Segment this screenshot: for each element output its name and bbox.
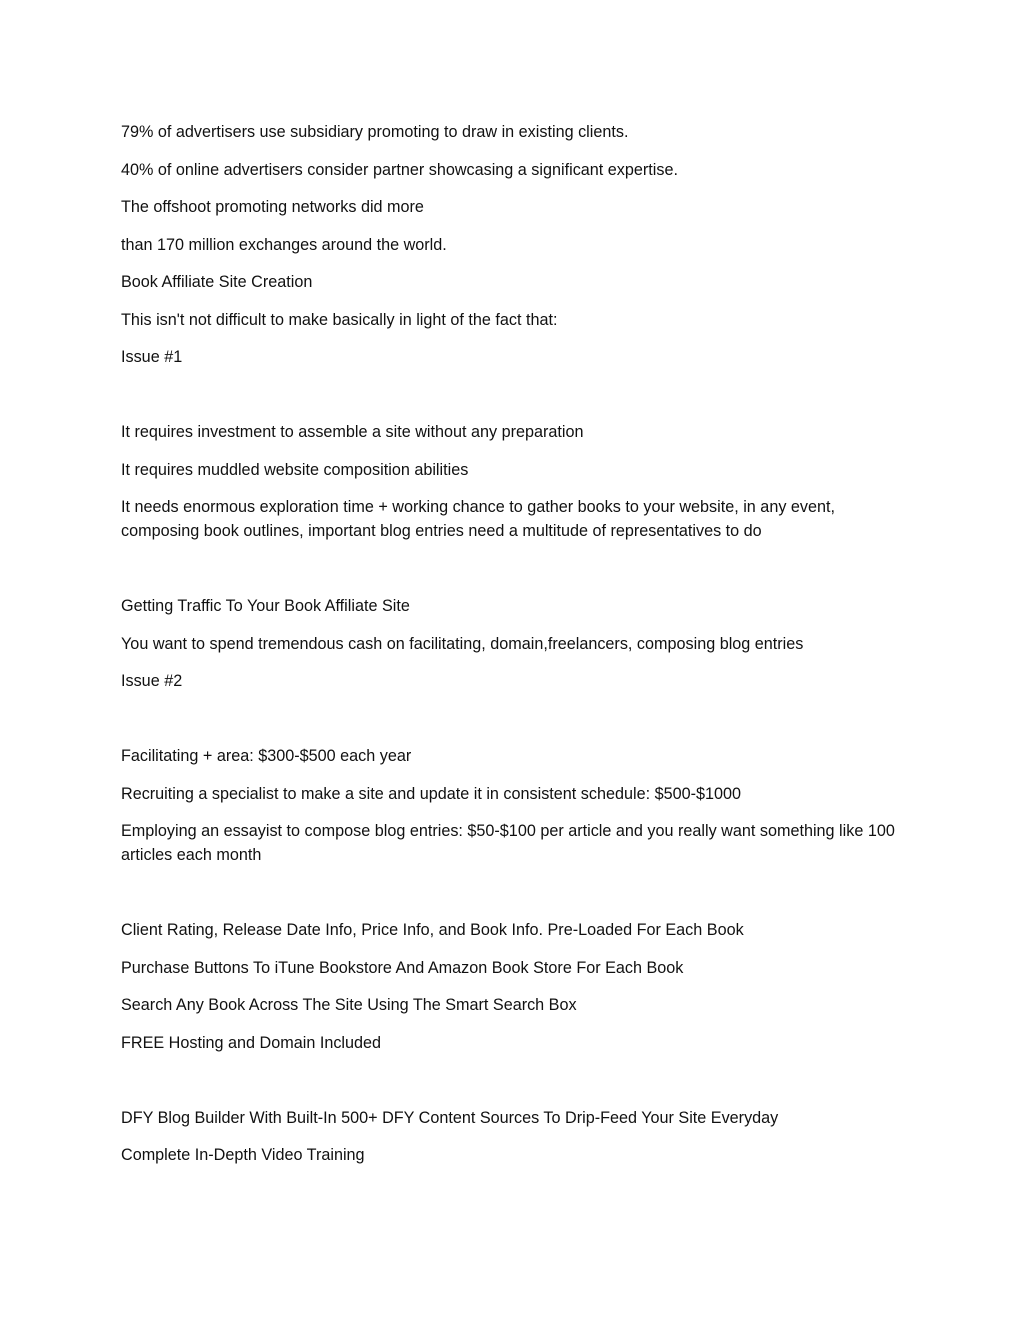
blank-line [121,557,911,595]
section-heading: Getting Traffic To Your Book Affiliate Site [121,597,410,615]
blank-line [121,383,911,421]
feature-line: Search Any Book Across The Site Using The Smart Search Box [121,996,577,1014]
paragraph: 79% of advertisers use subsidiary promoting to draw in existing clients. [121,123,629,141]
issue-label: Issue #2 [121,672,183,690]
paragraph: Employing an essayist to compose blog entries: $50-$100 per article and you really want something like 100 articles each month [121,822,895,864]
paragraph: This isn't not difficult to make basically in light of the fact that: [121,310,558,329]
issue-label: Issue #1 [121,348,183,366]
paragraph: 40% of online advertisers consider partner showcasing a significant expertise. [121,160,678,179]
paragraph: Recruiting a specialist to make a site and update it in consistent schedule: $500-$1000 [121,784,742,803]
paragraph: It requires muddled website composition abilities [121,460,469,479]
feature-line: Purchase Buttons To iTune Bookstore And Amazon Book Store For Each Book [121,958,684,977]
feature-line: FREE Hosting and Domain Included [121,1033,382,1052]
blank-line [121,1068,911,1106]
feature-line: Complete In-Depth Video Training [121,1146,365,1164]
feature-line: Client Rating, Release Date Info, Price Info, and Book Info. Pre-Loaded For Each Book [121,921,744,939]
feature-line: DFY Blog Builder With Built-In 500+ DFY Content Sources To Drip-Feed Your Site Everyday [121,1108,779,1127]
paragraph: than 170 million exchanges around the world. [121,235,447,254]
blank-line [121,707,911,745]
paragraph: You want to spend tremendous cash on facilitating, domain,freelancers, composing blog entries [121,634,804,653]
paragraph: Facilitating + area: $300-$500 each year [121,747,412,765]
blank-line [121,881,911,919]
paragraph: It needs enormous exploration time + working chance to gather books to your website, in any event, composing book outlines, important blog entries need a multitude of representatives to do [121,498,836,540]
paragraph: The offshoot promoting networks did more [121,198,424,216]
document-body [121,120,911,1181]
section-heading: Book Affiliate Site Creation [121,273,313,291]
paragraph: It requires investment to assemble a site without any preparation [121,423,584,441]
